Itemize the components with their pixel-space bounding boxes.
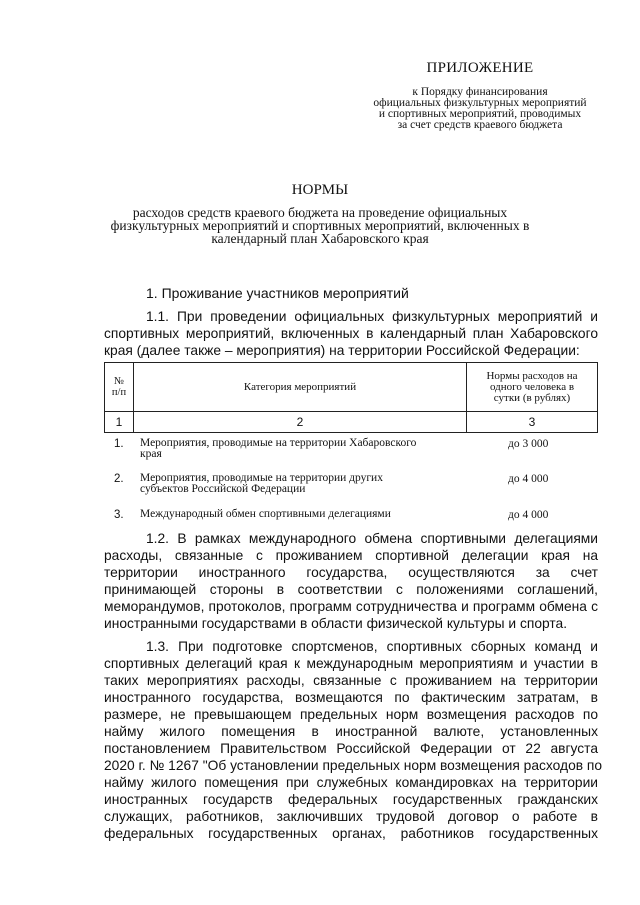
header-norm-line-3: сутки (в рублях)	[493, 391, 571, 404]
paragraph-line: иностранного государства, возмещаются по фактическим затратам, в	[104, 690, 598, 705]
paragraph-1-3	[104, 638, 603, 842]
header-number-line-2: п/п	[111, 387, 127, 398]
paragraph-line: меморандумов, протоколов, программ сотрудничества и программ обмена с	[104, 599, 598, 614]
paragraph-line: размере, не превышающем предельных норм возмещения расходов по	[104, 707, 598, 722]
header-norm-line-2: одного человека в	[489, 380, 575, 393]
paragraph-line: 1.1. При проведении официальных физкультурных мероприятий и	[146, 309, 598, 324]
norms-subtitle-line-1: расходов средств краевого бюджета на проведение официальных	[132, 205, 508, 220]
norms-table	[104, 362, 598, 433]
table-row-1-text	[140, 438, 460, 460]
column-number-2: 2	[134, 412, 467, 433]
paragraph-line: расходы, связанные с проживанием спортивной делегации края на	[104, 548, 598, 563]
column-number-1: 1	[105, 412, 134, 433]
header-number	[105, 363, 134, 412]
paragraph-line: найму жилого помещения при служебных командировках на территории	[104, 775, 598, 790]
table-header-row	[105, 363, 598, 412]
table-row-3-text	[140, 509, 460, 520]
row-text-line: субъектов Российской Федерации	[140, 483, 306, 495]
section-1-heading: 1. Проживание участников мероприятий	[146, 285, 409, 301]
norms-title: НОРМЫ	[291, 182, 349, 198]
norms-subtitle-line-3: календарный план Хабаровского края	[211, 231, 429, 246]
norms-subtitle-line-2: физкультурных мероприятий и спортивных мероприятий, включенных в	[110, 218, 530, 233]
paragraph-line: служащих, работников, заключивших трудовой договор о работе в	[104, 809, 598, 824]
table-row-1-number: 1.	[114, 438, 124, 450]
table-row-1-norm: до 3 000	[508, 438, 549, 450]
paragraph-line: территории иностранного государства, осуществляются за счет	[104, 565, 598, 580]
paragraph-1-2	[104, 530, 598, 632]
paragraph-line: иностранными государствами в области физической культуры и спорта.	[104, 616, 568, 631]
appendix-line-2: официальных физкультурных мероприятий	[373, 97, 587, 109]
paragraph-line: 1.2. В рамках международного обмена спортивными делегациями	[146, 531, 598, 546]
paragraph-line: иностранных государств федеральных государственных гражданских	[104, 792, 598, 807]
header-category: Категория мероприятий	[134, 363, 467, 412]
row-text-line: Международный обмен спортивными делегациями	[140, 508, 391, 520]
table-row-3-norm: до 4 000	[508, 509, 549, 521]
table-row-2-norm: до 4 000	[508, 473, 549, 485]
appendix-line-1: к Порядку финансирования	[412, 86, 548, 98]
table-row-2-text	[140, 473, 460, 495]
paragraph-1-1	[104, 308, 598, 359]
row-text-line: Мероприятия, проводимые на территории других	[140, 472, 383, 484]
column-number-row	[105, 412, 598, 433]
header-number-line-1: №	[113, 376, 125, 387]
row-text-line: Мероприятия, проводимые на территории Хабаровского	[140, 437, 417, 449]
table-row-3-number: 3.	[114, 509, 124, 521]
paragraph-line: федеральных государственных органах, работников государственных	[104, 826, 598, 841]
header-norm-line-1: Нормы расходов на	[486, 369, 578, 382]
appendix-line-3: и спортивных мероприятий, проводимых	[378, 108, 582, 120]
paragraph-line: спортивных делегаций края к международным мероприятиям и участии в	[104, 656, 598, 671]
header-norm	[467, 363, 598, 412]
row-text-line: края	[140, 448, 162, 460]
paragraph-line: принимающей стороны в соответствии с положениями соглашений,	[104, 582, 598, 597]
paragraph-line: спортивных мероприятий, включенных в календарный план Хабаровского	[104, 326, 598, 341]
appendix-title: ПРИЛОЖЕНИЕ	[426, 60, 534, 76]
paragraph-line: 1.3. При подготовке спортсменов, спортивных сборных команд и	[146, 639, 598, 654]
paragraph-line: 2020 г. № 1267 "Об установлении предельных норм возмещения расходов по	[104, 758, 603, 773]
paragraph-line: края (далее также – мероприятия) на территории Российской Федерации:	[104, 343, 580, 358]
column-number-3: 3	[467, 412, 598, 433]
paragraph-line: таких мероприятиях расходы, связанные с проживанием на территории	[104, 673, 598, 688]
paragraph-line: найму жилого помещения в иностранной валюте, установленных	[104, 724, 598, 739]
paragraph-line: постановлением Правительством Российской Федерации от 22 августа	[104, 741, 598, 756]
appendix-line-4: за счет средств краевого бюджета	[397, 119, 563, 131]
table-row-2-number: 2.	[114, 473, 124, 485]
